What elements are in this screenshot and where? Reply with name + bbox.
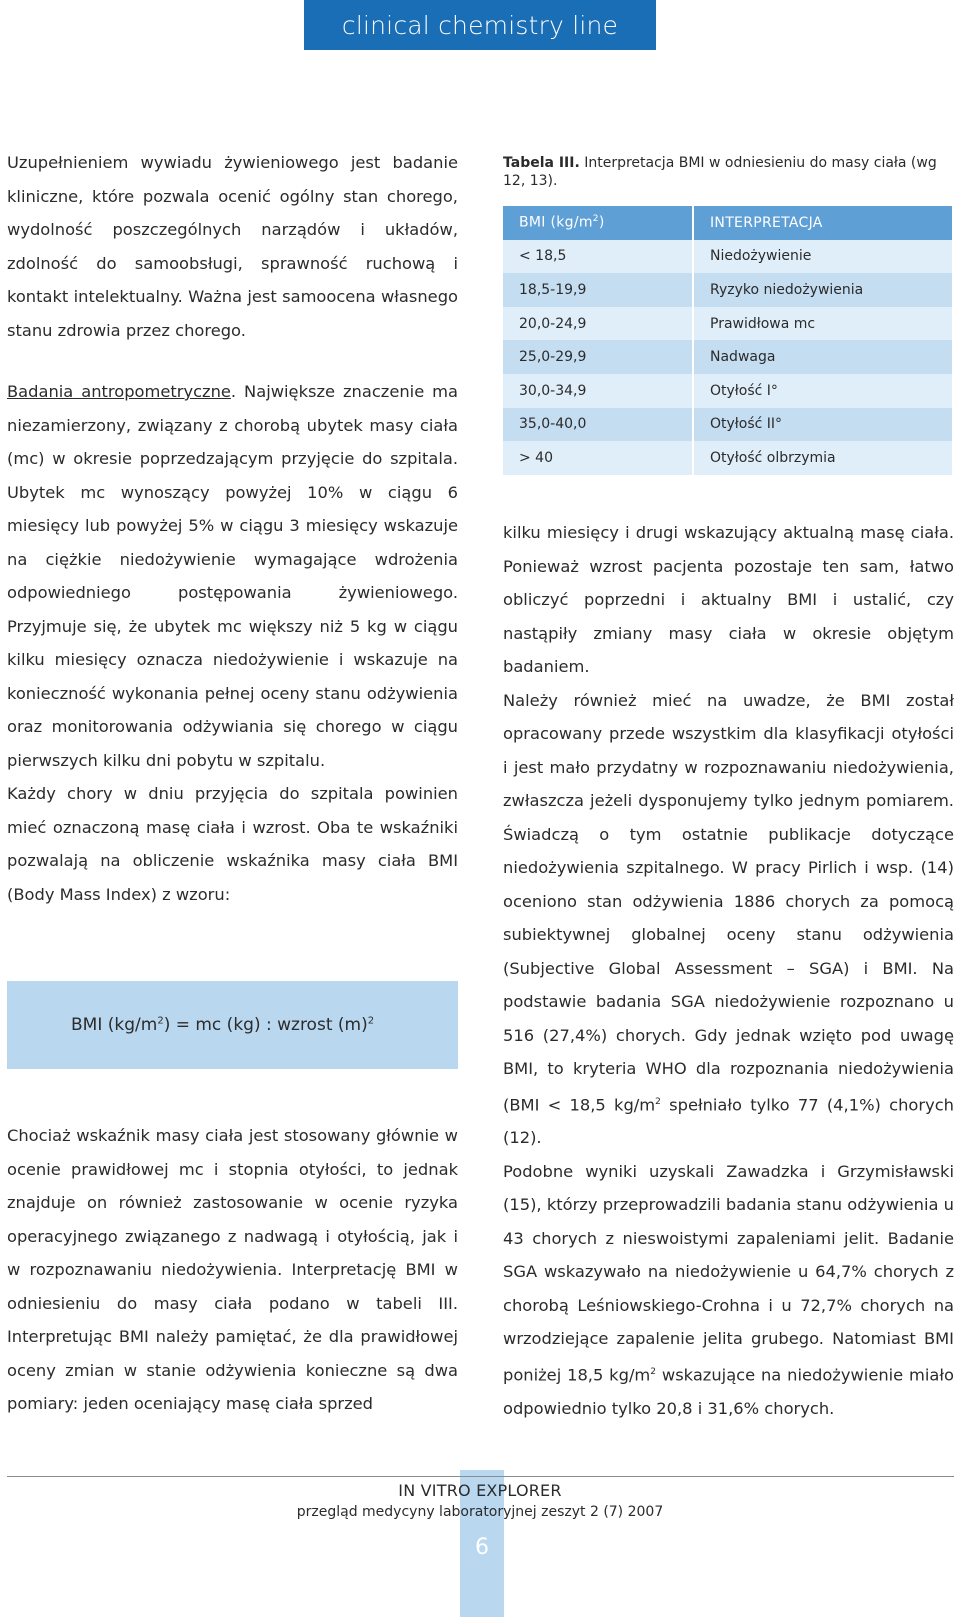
paragraph-text: . Największe znaczenie ma niezamierzony, związany z chorobą ubytek masy ciała (mc) w okresie poprzedzającym przyjęcie do szpitala. Ubytek mc wynoszący powyżej 10% w ciągu 6 miesięcy lub powyżej 5% w ciągu 3 miesięcy wskazuje na ciężkie niedożywienie wymagające wdrożenia odpowiedniego postępowania żywieniowego. Przyjmuje się, że ubytek mc większy niż 5 kg w ciągu kilku miesięcy oznacza niedożywienie i wskazuje na konieczność wykonania pełnej oceny stanu odżywienia oraz monitorowania odżywiania się chorego w ciągu pierwszych kilku dni pobytu w szpitalu. xyxy=(7,382,458,770)
right-column xyxy=(503,516,954,1425)
bmi-cell: 25,0-29,9 xyxy=(503,340,693,374)
paragraph: Chociaż wskaźnik masy ciała jest stosowany głównie w ocenie prawidłowej mc i stopnia otyłości, to jednak znajduje on również zastosowanie w ocenie ryzyka operacyjnego związanego z nadwagą i otyłością, jak i w rozpoznawaniu niedożywienia. Interpretację BMI w odniesieniu do masy ciała podano w tabeli III. Interpretując BMI należy pamiętać, że dla prawidłowej oceny zmian w stanie odżywienia konieczne są dwa pomiary: jeden oceniający masę ciała sprzed xyxy=(7,1126,458,1413)
interpretation-cell: Otyłość II° xyxy=(693,408,953,442)
table-row xyxy=(503,374,953,408)
interpretation-cell: Nadwaga xyxy=(693,340,953,374)
interpretation-cell: Niedożywienie xyxy=(693,240,953,274)
footer-divider xyxy=(7,1476,954,1477)
bmi-cell: 35,0-40,0 xyxy=(503,408,693,442)
bmi-cell: > 40 xyxy=(503,441,693,475)
column-header-bmi: BMI $(kg/m^2)$ xyxy=(503,206,693,240)
journal-title: IN VITRO EXPLORER xyxy=(398,1481,562,1500)
paragraph: Należy również mieć na uwadze, że BMI został opracowany przede wszystkim dla klasyfikacji otyłości i jest mało przydatny w rozpoznawaniu niedożywienia, zwłaszcza jeżeli dysponujemy tylko jednym pomiarem. Świadczą o tym ostatnie publikacje dotyczące niedożywienia szpitalnego. W pracy Pirlich i wsp. (14) oceniono stan odżywienia 1886 chorych za pomocą subiektywnej globalnej oceny stanu odżywienia (Subjective Global Assessment – SGA) i BMI. Na podstawie badania SGA niedożywienie rozpoznano u 516 (27,4%) chorych. Gdy jednak wzięto pod uwagę BMI, to kryteria WHO dla rozpoznania niedożywienia (BMI < 18,5 $kg/m^2$ spełniało tylko 77 (4,1%) chorych (12). xyxy=(503,690,954,1148)
table-row xyxy=(503,273,953,307)
bmi-cell: 20,0-24,9 xyxy=(503,307,693,341)
bmi-cell: 18,5-19,9 xyxy=(503,273,693,307)
table-row xyxy=(503,340,953,374)
column-header-interpretation: INTERPRETACJA xyxy=(693,206,953,240)
bmi-cell: 30,0-34,9 xyxy=(503,374,693,408)
page-number: 6 xyxy=(475,1535,489,1560)
subheading: Badania antropometryczne xyxy=(7,382,231,401)
journal-issue: przegląd medycyny laboratoryjnej zeszyt 2 (7) 2007 xyxy=(296,1504,664,1520)
left-column-bottom xyxy=(7,1119,458,1421)
table-row xyxy=(503,240,953,274)
interpretation-cell: Prawidłowa mc xyxy=(693,307,953,341)
section-title-text: clinical chemistry line xyxy=(341,10,619,40)
bmi-table xyxy=(503,206,954,475)
table-row xyxy=(503,307,953,341)
left-column xyxy=(7,146,458,911)
table-header-row xyxy=(503,206,953,240)
paragraph xyxy=(7,375,458,777)
interpretation-cell: Otyłość olbrzymia xyxy=(693,441,953,475)
bmi-formula xyxy=(7,981,458,1069)
table-caption-label: Tabela III. xyxy=(503,155,580,171)
table-row xyxy=(503,441,953,475)
table-caption-text: Interpretacja BMI w odniesieniu do masy ciała (wg 12, 13). xyxy=(503,155,937,189)
bmi-cell: < 18,5 xyxy=(503,240,693,274)
paragraph: Podobne wyniki uzyskali Zawadzka i Grzymisławski (15), którzy przeprowadzili badania stanu odżywienia u 43 chorych z nieswoistymi zapaleniami jelit. Badanie SGA wskazywało na niedożywienie u 64,7% chorych z chorobą Leśniowskiego-Crohna i u 72,7% chorych na wrzodziejące zapalenie jelita grubego. Natomiast BMI poniżej 18,5 $kg/m^2$ wskazujące na niedożywienie miało odpowiednio tylko 20,8 i 31,6% chorych. xyxy=(503,1161,954,1418)
paragraph: Każdy chory w dniu przyjęcia do szpitala powinien mieć oznaczoną masę ciała i wzrost. Oba te wskaźniki pozwalają na obliczenie wskaźnika masy ciała BMI (Body Mass Index) z wzoru: xyxy=(7,784,458,904)
paragraph: Uzupełnieniem wywiadu żywieniowego jest badanie kliniczne, które pozwala ocenić ogólny stan chorego, wydolność poszczególnych narządów i układów, zdolność do samoobsługi, sprawność ruchową i kontakt intelektualny. Ważna jest samoocena własnego stanu zdrowia przez chorego. xyxy=(7,153,458,340)
table-caption xyxy=(503,154,954,190)
interpretation-cell: Otyłość I° xyxy=(693,374,953,408)
table-row xyxy=(503,408,953,442)
paragraph: kilku miesięcy i drugi wskazujący aktualną masę ciała. Ponieważ wzrost pacjenta pozostaje ten sam, łatwo obliczyć poprzedni i aktualny BMI i ustalić, czy nastąpiły zmiany masy ciała w okresie objętym badaniem. xyxy=(503,523,954,676)
formula-text: BMI $(kg/m^2)$ = mc (kg) : wzrost $(m)^2$ xyxy=(71,1015,375,1035)
section-title xyxy=(304,0,656,50)
interpretation-cell: Ryzyko niedożywienia xyxy=(693,273,953,307)
